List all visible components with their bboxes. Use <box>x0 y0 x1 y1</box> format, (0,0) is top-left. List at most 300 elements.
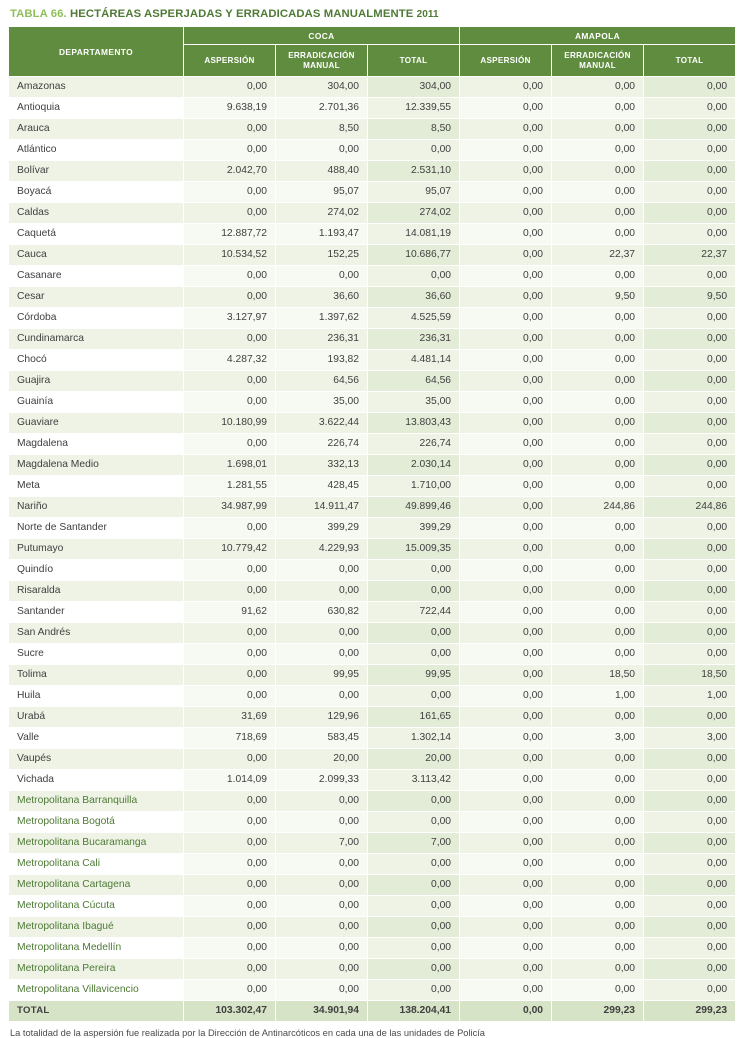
cell-coca-aspersion: 718,69 <box>184 728 276 749</box>
cell-amapola-erradicacion: 0,00 <box>552 203 644 224</box>
table-row <box>9 602 736 623</box>
cell-coca-erradicacion: 0,00 <box>276 959 368 980</box>
table-row <box>9 749 736 770</box>
cell-amapola-erradicacion: 0,00 <box>552 371 644 392</box>
table-number: TABLA 66. <box>10 8 67 20</box>
cell-amapola-total: 0,00 <box>644 770 736 791</box>
cell-amapola-erradicacion: 0,00 <box>552 518 644 539</box>
cell-amapola-aspersion: 0,00 <box>460 623 552 644</box>
cell-amapola-total: 0,00 <box>644 581 736 602</box>
cell-coca-total: 0,00 <box>368 140 460 161</box>
cell-departamento: Metropolitana Villavicencio <box>9 980 184 1001</box>
column-group-amapola: AMAPOLA <box>460 27 736 45</box>
cell-amapola-aspersion: 0,00 <box>460 770 552 791</box>
cell-amapola-aspersion: 0,00 <box>460 728 552 749</box>
cell-amapola-total: 0,00 <box>644 917 736 938</box>
cell-amapola-erradicacion: 0,00 <box>552 455 644 476</box>
cell-amapola-aspersion: 0,00 <box>460 224 552 245</box>
cell-amapola-total: 0,00 <box>644 203 736 224</box>
cell-coca-total: 13.803,43 <box>368 413 460 434</box>
cell-amapola-aspersion: 0,00 <box>460 140 552 161</box>
cell-departamento: Cesar <box>9 287 184 308</box>
column-header-departamento: DEPARTAMENTO <box>9 27 184 77</box>
table-row <box>9 140 736 161</box>
table-row <box>9 791 736 812</box>
table-row <box>9 182 736 203</box>
cell-amapola-total: 0,00 <box>644 455 736 476</box>
total-row-label: TOTAL <box>9 1001 184 1022</box>
cell-amapola-aspersion: 0,00 <box>460 308 552 329</box>
cell-coca-erradicacion: 95,07 <box>276 182 368 203</box>
cell-amapola-aspersion: 0,00 <box>460 539 552 560</box>
cell-amapola-erradicacion: 0,00 <box>552 266 644 287</box>
column-group-coca: COCA <box>184 27 460 45</box>
cell-coca-aspersion: 10.534,52 <box>184 245 276 266</box>
cell-departamento: Bolívar <box>9 161 184 182</box>
page-title <box>8 6 735 26</box>
cell-departamento: Cauca <box>9 245 184 266</box>
cell-coca-erradicacion: 36,60 <box>276 287 368 308</box>
cell-amapola-erradicacion: 0,00 <box>552 329 644 350</box>
cell-amapola-total: 0,00 <box>644 266 736 287</box>
cell-coca-aspersion: 9.638,19 <box>184 98 276 119</box>
cell-coca-aspersion: 10.180,99 <box>184 413 276 434</box>
cell-amapola-total: 0,00 <box>644 833 736 854</box>
table-row <box>9 434 736 455</box>
cell-departamento: Putumayo <box>9 539 184 560</box>
cell-amapola-total: 0,00 <box>644 77 736 98</box>
table-row <box>9 245 736 266</box>
cell-coca-aspersion: 0,00 <box>184 371 276 392</box>
cell-coca-erradicacion: 0,00 <box>276 791 368 812</box>
cell-departamento: Norte de Santander <box>9 518 184 539</box>
cell-departamento: Córdoba <box>9 308 184 329</box>
column-header-coca-total: TOTAL <box>368 45 460 77</box>
cell-departamento: Huila <box>9 686 184 707</box>
cell-amapola-total: 0,00 <box>644 350 736 371</box>
cell-amapola-aspersion: 0,00 <box>460 119 552 140</box>
cell-amapola-aspersion: 0,00 <box>460 161 552 182</box>
cell-coca-erradicacion: 583,45 <box>276 728 368 749</box>
cell-departamento: Quindío <box>9 560 184 581</box>
cell-coca-total: 0,00 <box>368 623 460 644</box>
cell-coca-total: 0,00 <box>368 581 460 602</box>
cell-amapola-aspersion: 0,00 <box>460 812 552 833</box>
cell-amapola-total: 0,00 <box>644 749 736 770</box>
cell-coca-aspersion: 0,00 <box>184 392 276 413</box>
cell-coca-erradicacion: 0,00 <box>276 560 368 581</box>
cell-departamento: Metropolitana Ibagué <box>9 917 184 938</box>
cell-coca-aspersion: 31,69 <box>184 707 276 728</box>
table-row <box>9 833 736 854</box>
cell-amapola-aspersion: 0,00 <box>460 203 552 224</box>
table-row <box>9 623 736 644</box>
cell-coca-total: 0,00 <box>368 854 460 875</box>
cell-amapola-aspersion: 0,00 <box>460 560 552 581</box>
cell-departamento: Metropolitana Barranquilla <box>9 791 184 812</box>
cell-amapola-erradicacion: 0,00 <box>552 875 644 896</box>
cell-coca-total: 95,07 <box>368 182 460 203</box>
cell-coca-aspersion: 3.127,97 <box>184 308 276 329</box>
table-row <box>9 644 736 665</box>
cell-amapola-aspersion: 0,00 <box>460 413 552 434</box>
cell-coca-total: 0,00 <box>368 266 460 287</box>
cell-amapola-erradicacion: 0,00 <box>552 182 644 203</box>
cell-amapola-erradicacion: 0,00 <box>552 350 644 371</box>
table-row <box>9 224 736 245</box>
cell-coca-total: 20,00 <box>368 749 460 770</box>
cell-departamento: Boyacá <box>9 182 184 203</box>
cell-departamento: Metropolitana Cúcuta <box>9 896 184 917</box>
cell-coca-erradicacion: 488,40 <box>276 161 368 182</box>
cell-amapola-erradicacion: 0,00 <box>552 539 644 560</box>
cell-coca-aspersion: 1.281,55 <box>184 476 276 497</box>
cell-amapola-aspersion: 0,00 <box>460 371 552 392</box>
cell-amapola-total: 0,00 <box>644 791 736 812</box>
cell-departamento: Urabá <box>9 707 184 728</box>
table-row <box>9 665 736 686</box>
cell-coca-aspersion: 4.287,32 <box>184 350 276 371</box>
cell-coca-aspersion: 0,00 <box>184 266 276 287</box>
cell-coca-aspersion: 12.887,72 <box>184 224 276 245</box>
cell-amapola-total: 0,00 <box>644 560 736 581</box>
hectares-table <box>8 26 736 1022</box>
cell-coca-erradicacion: 64,56 <box>276 371 368 392</box>
table-row <box>9 476 736 497</box>
cell-amapola-erradicacion: 0,00 <box>552 959 644 980</box>
cell-coca-aspersion: 0,00 <box>184 875 276 896</box>
cell-coca-total: 12.339,55 <box>368 98 460 119</box>
column-header-coca-aspersion: ASPERSIÓN <box>184 45 276 77</box>
cell-amapola-aspersion: 0,00 <box>460 896 552 917</box>
cell-departamento: Antioquia <box>9 98 184 119</box>
cell-amapola-total: 0,00 <box>644 812 736 833</box>
cell-coca-erradicacion: 399,29 <box>276 518 368 539</box>
cell-departamento: Metropolitana Cartagena <box>9 875 184 896</box>
header-row-groups <box>9 27 736 45</box>
cell-coca-erradicacion: 428,45 <box>276 476 368 497</box>
cell-amapola-erradicacion: 0,00 <box>552 917 644 938</box>
cell-amapola-aspersion: 0,00 <box>460 350 552 371</box>
total-coca-erradicacion: 34.901,94 <box>276 1001 368 1022</box>
cell-amapola-aspersion: 0,00 <box>460 518 552 539</box>
cell-coca-erradicacion: 1.193,47 <box>276 224 368 245</box>
cell-amapola-total: 0,00 <box>644 707 736 728</box>
table-row <box>9 329 736 350</box>
cell-coca-total: 1.710,00 <box>368 476 460 497</box>
cell-coca-erradicacion: 304,00 <box>276 77 368 98</box>
cell-coca-aspersion: 0,00 <box>184 434 276 455</box>
cell-amapola-erradicacion: 0,00 <box>552 476 644 497</box>
cell-coca-total: 99,95 <box>368 665 460 686</box>
cell-amapola-total: 3,00 <box>644 728 736 749</box>
cell-coca-aspersion: 0,00 <box>184 938 276 959</box>
cell-amapola-total: 0,00 <box>644 476 736 497</box>
table-row <box>9 896 736 917</box>
cell-coca-erradicacion: 1.397,62 <box>276 308 368 329</box>
cell-departamento: Magdalena <box>9 434 184 455</box>
cell-coca-total: 4.525,59 <box>368 308 460 329</box>
table-row <box>9 980 736 1001</box>
cell-departamento: Risaralda <box>9 581 184 602</box>
cell-coca-erradicacion: 0,00 <box>276 875 368 896</box>
cell-amapola-aspersion: 0,00 <box>460 707 552 728</box>
cell-coca-total: 2.030,14 <box>368 455 460 476</box>
cell-coca-aspersion: 0,00 <box>184 77 276 98</box>
cell-coca-total: 226,74 <box>368 434 460 455</box>
cell-coca-aspersion: 0,00 <box>184 833 276 854</box>
cell-coca-erradicacion: 0,00 <box>276 917 368 938</box>
cell-coca-total: 274,02 <box>368 203 460 224</box>
cell-amapola-erradicacion: 0,00 <box>552 77 644 98</box>
column-header-amapola-aspersion: ASPERSIÓN <box>460 45 552 77</box>
total-amapola-aspersion: 0,00 <box>460 1001 552 1022</box>
cell-amapola-total: 0,00 <box>644 182 736 203</box>
cell-amapola-total: 0,00 <box>644 413 736 434</box>
cell-coca-aspersion: 0,00 <box>184 791 276 812</box>
cell-coca-total: 0,00 <box>368 560 460 581</box>
table-row <box>9 686 736 707</box>
cell-amapola-erradicacion: 0,00 <box>552 749 644 770</box>
cell-amapola-aspersion: 0,00 <box>460 686 552 707</box>
cell-amapola-total: 9,50 <box>644 287 736 308</box>
cell-amapola-total: 0,00 <box>644 119 736 140</box>
cell-coca-total: 8,50 <box>368 119 460 140</box>
cell-amapola-aspersion: 0,00 <box>460 245 552 266</box>
cell-departamento: Guajira <box>9 371 184 392</box>
table-row <box>9 707 736 728</box>
cell-coca-aspersion: 0,00 <box>184 182 276 203</box>
cell-departamento: Amazonas <box>9 77 184 98</box>
cell-departamento: Caquetá <box>9 224 184 245</box>
table-row <box>9 77 736 98</box>
cell-coca-erradicacion: 0,00 <box>276 581 368 602</box>
cell-departamento: Vichada <box>9 770 184 791</box>
cell-departamento: Santander <box>9 602 184 623</box>
cell-amapola-erradicacion: 0,00 <box>552 707 644 728</box>
cell-amapola-aspersion: 0,00 <box>460 98 552 119</box>
cell-amapola-erradicacion: 0,00 <box>552 140 644 161</box>
total-coca-total: 138.204,41 <box>368 1001 460 1022</box>
cell-amapola-erradicacion: 0,00 <box>552 644 644 665</box>
cell-coca-total: 2.531,10 <box>368 161 460 182</box>
cell-departamento: Casanare <box>9 266 184 287</box>
cell-coca-erradicacion: 3.622,44 <box>276 413 368 434</box>
cell-amapola-erradicacion: 0,00 <box>552 770 644 791</box>
cell-departamento: Meta <box>9 476 184 497</box>
cell-departamento: Nariño <box>9 497 184 518</box>
total-amapola-erradicacion: 299,23 <box>552 1001 644 1022</box>
cell-amapola-total: 0,00 <box>644 539 736 560</box>
cell-coca-erradicacion: 236,31 <box>276 329 368 350</box>
cell-amapola-aspersion: 0,00 <box>460 266 552 287</box>
cell-coca-total: 4.481,14 <box>368 350 460 371</box>
cell-amapola-aspersion: 0,00 <box>460 644 552 665</box>
cell-coca-erradicacion: 630,82 <box>276 602 368 623</box>
cell-departamento: Guaviare <box>9 413 184 434</box>
cell-coca-erradicacion: 8,50 <box>276 119 368 140</box>
cell-coca-total: 0,00 <box>368 686 460 707</box>
cell-amapola-aspersion: 0,00 <box>460 602 552 623</box>
cell-coca-erradicacion: 0,00 <box>276 938 368 959</box>
table-foot <box>9 1001 736 1022</box>
cell-coca-aspersion: 34.987,99 <box>184 497 276 518</box>
cell-amapola-aspersion: 0,00 <box>460 938 552 959</box>
cell-amapola-aspersion: 0,00 <box>460 833 552 854</box>
cell-coca-aspersion: 0,00 <box>184 560 276 581</box>
cell-departamento: Atlántico <box>9 140 184 161</box>
cell-amapola-total: 0,00 <box>644 161 736 182</box>
cell-coca-total: 0,00 <box>368 644 460 665</box>
cell-amapola-erradicacion: 0,00 <box>552 161 644 182</box>
cell-coca-total: 304,00 <box>368 77 460 98</box>
cell-coca-erradicacion: 0,00 <box>276 896 368 917</box>
table-row <box>9 287 736 308</box>
cell-coca-aspersion: 0,00 <box>184 287 276 308</box>
table-row <box>9 203 736 224</box>
cell-amapola-aspersion: 0,00 <box>460 791 552 812</box>
cell-departamento: Cundinamarca <box>9 329 184 350</box>
table-row <box>9 497 736 518</box>
cell-amapola-erradicacion: 244,86 <box>552 497 644 518</box>
cell-amapola-total: 0,00 <box>644 224 736 245</box>
cell-amapola-total: 0,00 <box>644 938 736 959</box>
cell-coca-total: 722,44 <box>368 602 460 623</box>
table-row <box>9 98 736 119</box>
cell-departamento: Vaupés <box>9 749 184 770</box>
cell-coca-total: 0,00 <box>368 938 460 959</box>
cell-amapola-total: 0,00 <box>644 329 736 350</box>
cell-coca-erradicacion: 2.701,36 <box>276 98 368 119</box>
cell-coca-total: 10.686,77 <box>368 245 460 266</box>
table-row <box>9 581 736 602</box>
table-title-year: 2011 <box>416 9 439 20</box>
cell-coca-aspersion: 0,00 <box>184 581 276 602</box>
cell-coca-erradicacion: 274,02 <box>276 203 368 224</box>
cell-coca-total: 0,00 <box>368 896 460 917</box>
cell-coca-total: 7,00 <box>368 833 460 854</box>
cell-amapola-total: 0,00 <box>644 854 736 875</box>
cell-coca-erradicacion: 0,00 <box>276 980 368 1001</box>
column-header-amapola-total: TOTAL <box>644 45 736 77</box>
table-row <box>9 119 736 140</box>
cell-amapola-erradicacion: 1,00 <box>552 686 644 707</box>
cell-amapola-erradicacion: 3,00 <box>552 728 644 749</box>
cell-departamento: Chocó <box>9 350 184 371</box>
table-row <box>9 539 736 560</box>
cell-departamento: Sucre <box>9 644 184 665</box>
cell-amapola-erradicacion: 0,00 <box>552 581 644 602</box>
table-row <box>9 266 736 287</box>
cell-coca-erradicacion: 14.911,47 <box>276 497 368 518</box>
cell-coca-erradicacion: 193,82 <box>276 350 368 371</box>
table-row <box>9 518 736 539</box>
table-row <box>9 560 736 581</box>
cell-coca-total: 399,29 <box>368 518 460 539</box>
cell-coca-erradicacion: 4.229,93 <box>276 539 368 560</box>
cell-coca-erradicacion: 7,00 <box>276 833 368 854</box>
cell-amapola-erradicacion: 0,00 <box>552 791 644 812</box>
cell-coca-total: 1.302,14 <box>368 728 460 749</box>
cell-coca-erradicacion: 0,00 <box>276 266 368 287</box>
cell-coca-erradicacion: 0,00 <box>276 854 368 875</box>
cell-amapola-erradicacion: 0,00 <box>552 224 644 245</box>
table-body <box>9 77 736 1001</box>
cell-amapola-aspersion: 0,00 <box>460 980 552 1001</box>
cell-coca-aspersion: 91,62 <box>184 602 276 623</box>
cell-coca-aspersion: 0,00 <box>184 518 276 539</box>
cell-amapola-total: 244,86 <box>644 497 736 518</box>
cell-coca-erradicacion: 2.099,33 <box>276 770 368 791</box>
cell-coca-aspersion: 0,00 <box>184 917 276 938</box>
cell-departamento: Metropolitana Bucaramanga <box>9 833 184 854</box>
cell-amapola-erradicacion: 0,00 <box>552 854 644 875</box>
cell-amapola-aspersion: 0,00 <box>460 392 552 413</box>
cell-amapola-total: 0,00 <box>644 308 736 329</box>
cell-coca-total: 0,00 <box>368 812 460 833</box>
cell-amapola-total: 0,00 <box>644 518 736 539</box>
cell-coca-erradicacion: 20,00 <box>276 749 368 770</box>
cell-amapola-aspersion: 0,00 <box>460 665 552 686</box>
cell-coca-aspersion: 1.014,09 <box>184 770 276 791</box>
cell-amapola-erradicacion: 0,00 <box>552 392 644 413</box>
cell-departamento: Magdalena Medio <box>9 455 184 476</box>
cell-amapola-aspersion: 0,00 <box>460 329 552 350</box>
table-head <box>9 27 736 77</box>
table-title-text: HECTÁREAS ASPERJADAS Y ERRADICADAS MANUALMENTE <box>70 8 414 20</box>
cell-amapola-aspersion: 0,00 <box>460 182 552 203</box>
cell-coca-aspersion: 0,00 <box>184 623 276 644</box>
cell-departamento: Caldas <box>9 203 184 224</box>
cell-amapola-total: 0,00 <box>644 980 736 1001</box>
cell-departamento: Metropolitana Pereira <box>9 959 184 980</box>
cell-amapola-total: 0,00 <box>644 392 736 413</box>
cell-amapola-total: 0,00 <box>644 896 736 917</box>
cell-amapola-aspersion: 0,00 <box>460 749 552 770</box>
cell-coca-aspersion: 0,00 <box>184 140 276 161</box>
cell-coca-total: 49.899,46 <box>368 497 460 518</box>
cell-coca-total: 0,00 <box>368 791 460 812</box>
table-row <box>9 812 736 833</box>
cell-amapola-erradicacion: 0,00 <box>552 812 644 833</box>
cell-coca-aspersion: 0,00 <box>184 959 276 980</box>
table-row <box>9 917 736 938</box>
cell-coca-aspersion: 0,00 <box>184 203 276 224</box>
cell-amapola-erradicacion: 22,37 <box>552 245 644 266</box>
cell-amapola-erradicacion: 0,00 <box>552 833 644 854</box>
cell-coca-aspersion: 0,00 <box>184 812 276 833</box>
table-row <box>9 161 736 182</box>
cell-amapola-total: 18,50 <box>644 665 736 686</box>
cell-amapola-total: 0,00 <box>644 602 736 623</box>
cell-amapola-erradicacion: 0,00 <box>552 308 644 329</box>
cell-amapola-erradicacion: 18,50 <box>552 665 644 686</box>
cell-amapola-total: 0,00 <box>644 644 736 665</box>
cell-coca-total: 0,00 <box>368 980 460 1001</box>
cell-coca-aspersion: 0,00 <box>184 854 276 875</box>
table-row <box>9 392 736 413</box>
cell-coca-total: 35,00 <box>368 392 460 413</box>
cell-amapola-aspersion: 0,00 <box>460 497 552 518</box>
cell-coca-total: 236,31 <box>368 329 460 350</box>
cell-amapola-aspersion: 0,00 <box>460 875 552 896</box>
cell-amapola-aspersion: 0,00 <box>460 455 552 476</box>
cell-amapola-erradicacion: 0,00 <box>552 560 644 581</box>
cell-coca-erradicacion: 0,00 <box>276 686 368 707</box>
cell-departamento: Guainía <box>9 392 184 413</box>
cell-amapola-erradicacion: 0,00 <box>552 434 644 455</box>
column-header-coca-erradicacion-manual: ERRADICACIÓN MANUAL <box>276 45 368 77</box>
